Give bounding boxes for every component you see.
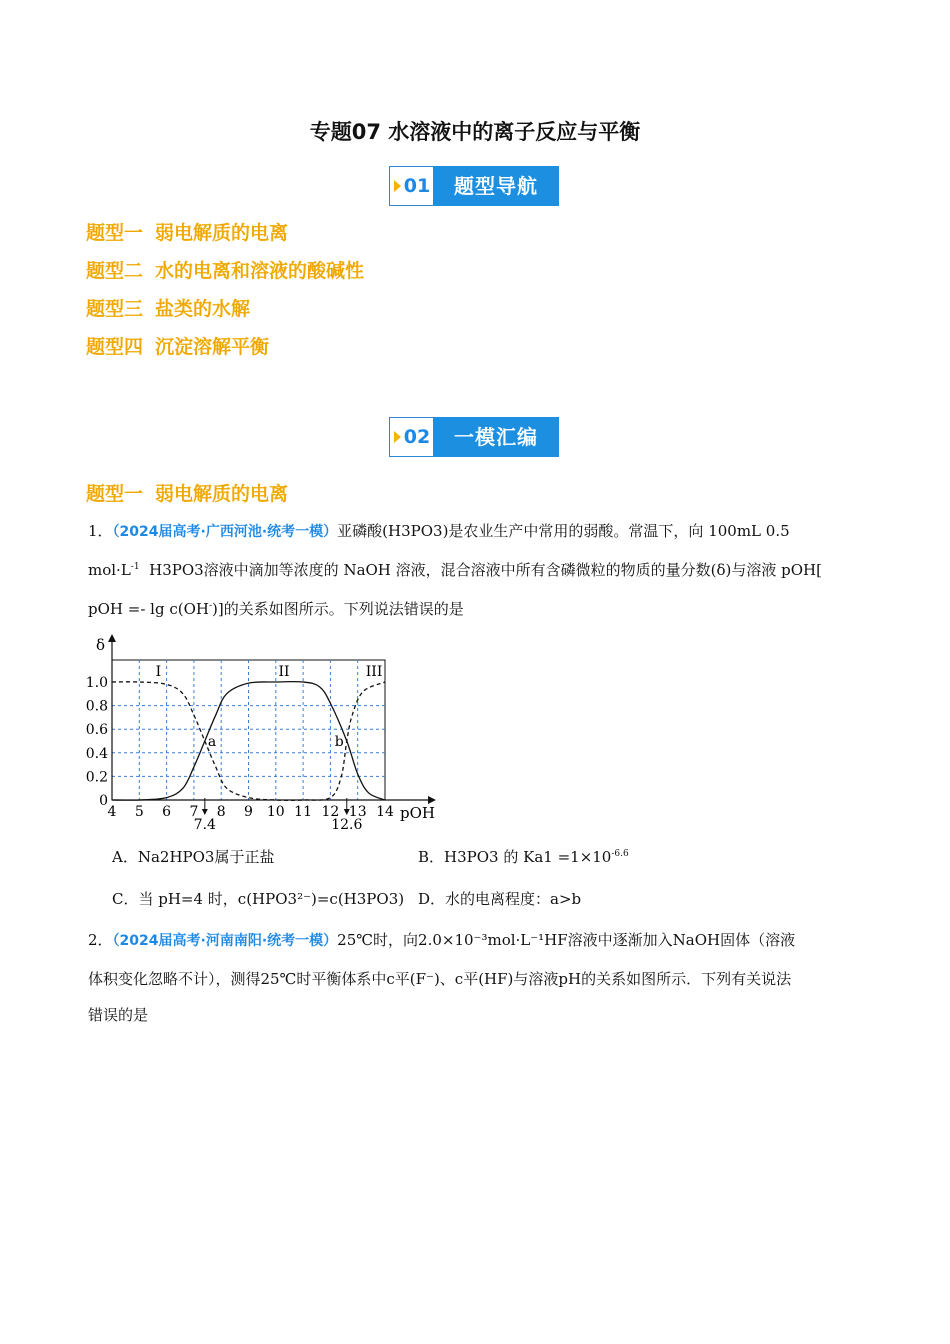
q1-option-a[interactable]: A．Na2HPO3属于正盐	[112, 848, 275, 866]
x-axis-arrow	[428, 796, 436, 804]
q2-line-2: 体积变化忽略不计），测得25℃时平衡体系中c平(F⁻)、c平(HF)与溶液pH的关系如图所示．下列有关说法	[88, 970, 792, 988]
x-tick-label: 8	[216, 804, 226, 820]
pOH-delta-chart	[85, 628, 448, 838]
banner-number: 01	[389, 166, 435, 206]
nav-item-4[interactable]: 题型四 沉淀溶解平衡	[86, 336, 270, 358]
marker-arrow-head	[202, 809, 208, 815]
y-tick-label: 0	[99, 793, 108, 809]
nav-item-2[interactable]: 题型二 水的电离和溶液的酸碱性	[86, 260, 365, 282]
q2-source: （2024届高考·河南南阳·统考一模）	[112, 933, 338, 949]
banner-number: 02	[389, 417, 435, 457]
x-tick-label: 9	[244, 804, 253, 820]
region-label: I	[155, 664, 162, 680]
q1-line-1: 1．（2024届高考·广西河池·统考一模）亚磷酸(H3PO3)是农业生产中常用的弱酸。常温下，向 100mL 0.5	[88, 522, 790, 540]
q2-line-3: 错误的是	[88, 1006, 149, 1024]
y-tick-label: 0.2	[85, 769, 108, 786]
section-heading: 题型一 弱电解质的电离	[86, 483, 289, 505]
x-tick-label: 5	[134, 804, 144, 820]
x-tick-label: 10	[266, 804, 285, 820]
banner-compilation	[389, 417, 559, 457]
y-tick-label: 0.4	[85, 745, 108, 762]
x-tick-label: 13	[348, 804, 367, 820]
y-axis-label: δ	[96, 636, 106, 654]
x-tick-label: 12	[321, 804, 340, 820]
q1-option-b[interactable]: B．H3PO3 的 $Ka1 =1\times 10^{-6.6}$	[418, 848, 629, 866]
point-label-b: b	[334, 734, 344, 750]
point-label-a: a	[207, 734, 217, 750]
x-tick-label: 7	[189, 804, 199, 820]
x-tick-label: 6	[162, 804, 172, 820]
region-label: II	[278, 664, 290, 680]
q2-line-1: 2．（2024届高考·河南南阳·统考一模）25℃时，向2.0×10⁻³mol·L⁻¹HF溶液中逐渐加入NaOH固体（溶液	[88, 931, 796, 949]
region-label: III	[365, 664, 383, 680]
banner-label: 题型导航	[433, 166, 559, 206]
y-tick-label: 0.6	[85, 722, 108, 739]
page-title: 专题07 水溶液中的离子反应与平衡	[309, 120, 641, 144]
banner-label: 一模汇编	[433, 417, 559, 457]
q1-option-d[interactable]: D．水的电离程度：a>b	[418, 890, 582, 908]
y-tick-label: 0.8	[85, 698, 108, 715]
nav-item-3[interactable]: 题型三 盐类的水解	[86, 298, 251, 320]
nav-item-1[interactable]: 题型一 弱电解质的电离	[86, 222, 289, 244]
x-axis-label: pOH	[400, 804, 435, 822]
q1-option-c[interactable]: C．当 pH=4 时，c(HPO3²⁻)=c(H3PO3)	[112, 890, 405, 908]
marker-label: 7.4	[193, 817, 216, 833]
y-tick-label: 1.0	[85, 675, 108, 691]
x-tick-label: 14	[376, 804, 394, 820]
x-tick-label: 4	[107, 804, 117, 820]
x-tick-label: 11	[294, 804, 313, 820]
q1-line-2: $mol\cdot L^{-1}$ H3PO3溶液中滴加等浓度的 NaOH 溶液，混合溶液中所有含磷微粒的物质的量分数(δ)与溶液 pOH[	[88, 561, 822, 579]
y-axis-arrow	[108, 634, 116, 642]
marker-label: 12.6	[331, 817, 363, 833]
banner-question-types	[389, 166, 559, 206]
q1-line-3: pOH =- lg c(OH-)]的关系如图所示。下列说法错误的是	[88, 600, 464, 618]
q1-source: （2024届高考·广西河池·统考一模）	[112, 524, 338, 540]
